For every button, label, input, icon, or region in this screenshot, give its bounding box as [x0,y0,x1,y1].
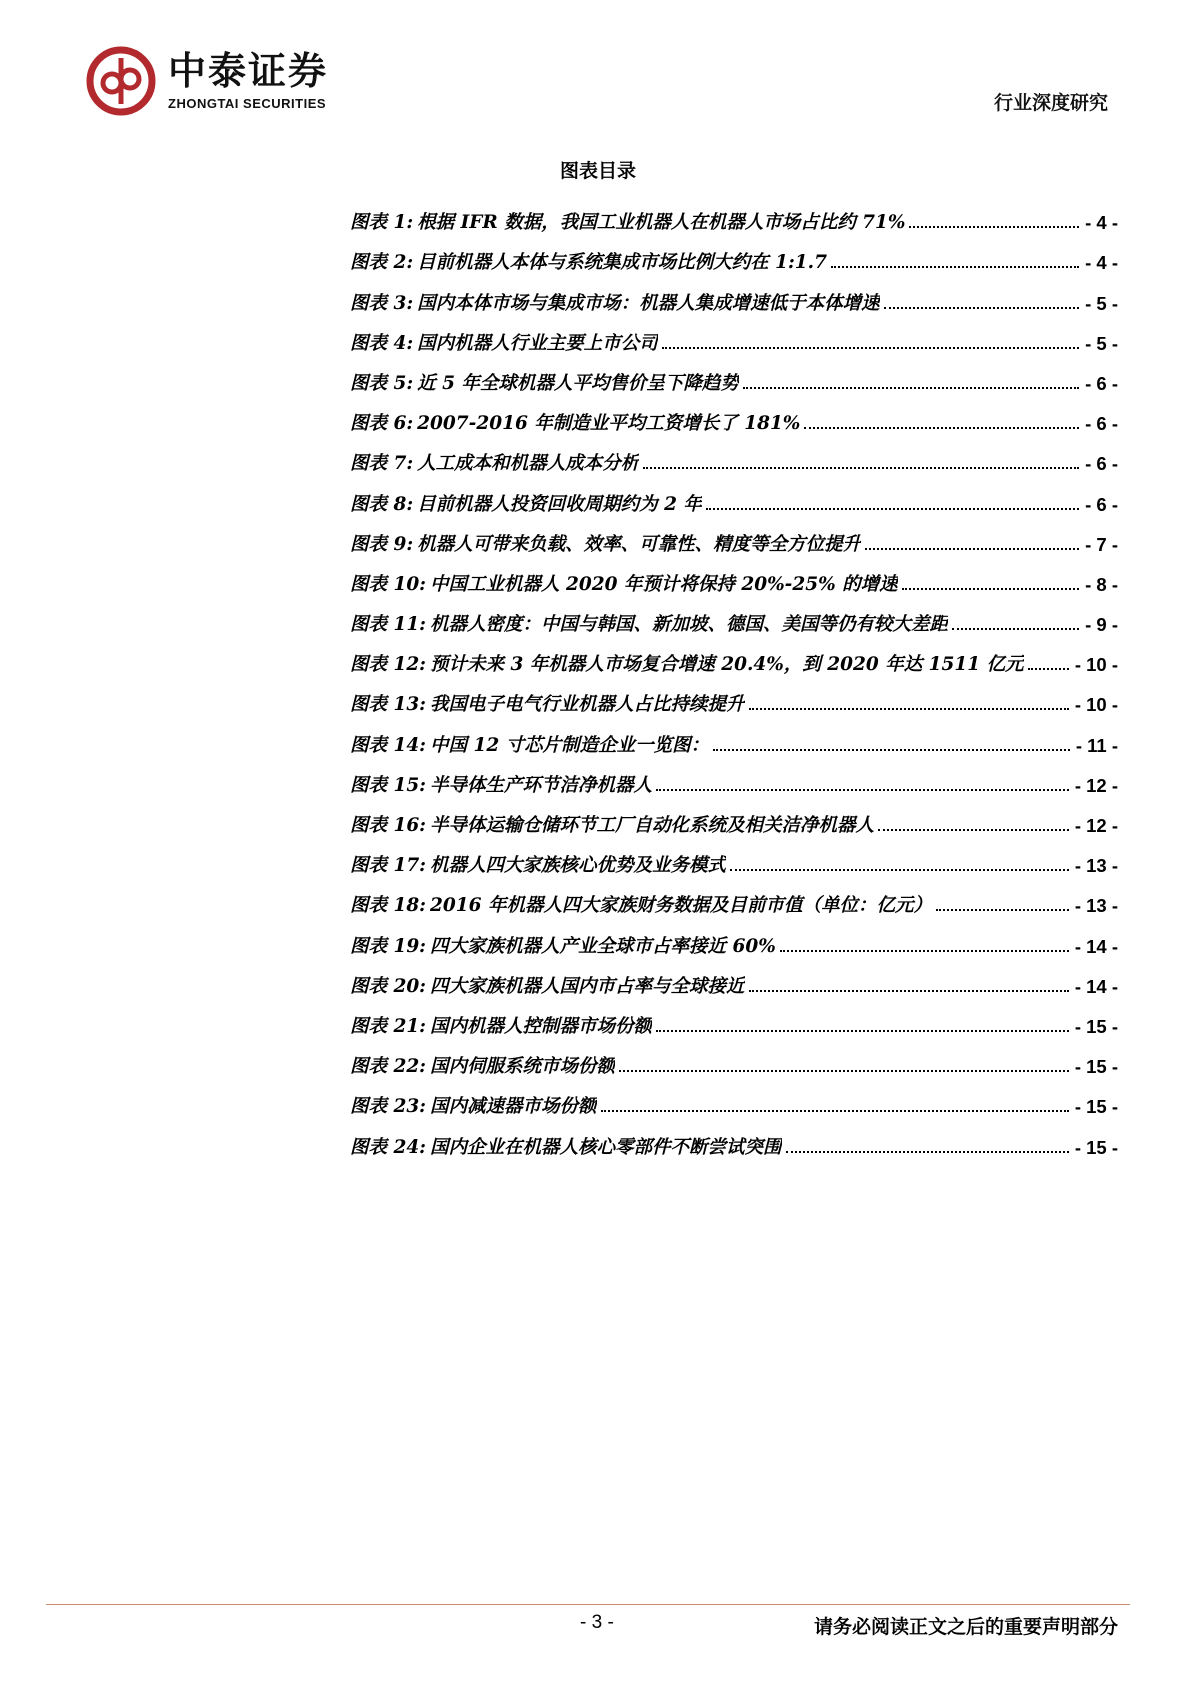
toc-page: - 11 - [1075,734,1118,756]
dot-leader [780,950,1069,952]
toc-item[interactable] [350,475,1118,515]
toc-item[interactable] [350,1078,1118,1118]
toc-text: 机器人可带来负载、效率、可靠性、精度等全方位提升 [417,533,862,555]
toc-page: - 12 - [1074,774,1118,796]
dot-leader [656,789,1069,791]
dot-leader [601,1110,1069,1112]
page-number: - 3 - [580,1612,614,1633]
toc-text: 根据 IFR 数据，我国工业机器人在机器人市场占比约 71% [417,212,906,234]
toc-text: 四大家族机器人产业全球市占率接近 60% [430,935,776,957]
dot-leader [749,990,1069,992]
toc-item[interactable] [350,315,1118,355]
toc-label: 图表 19: [350,935,427,957]
toc-text: 国内本体市场与集成市场：机器人集成增速低于本体增速 [417,292,880,314]
zhongtai-logo [86,46,156,116]
footer-divider [46,1604,1130,1605]
dot-leader [902,588,1080,590]
toc-label: 图表 9: [350,533,414,555]
toc-page: - 10 - [1074,694,1118,716]
toc-page: - 8 - [1085,573,1118,595]
toc-item[interactable] [350,556,1118,596]
toc-label: 图表 15: [350,774,427,796]
toc-page: - 15 - [1074,1056,1118,1078]
dot-leader [804,427,1079,429]
toc-label: 图表 5: [350,372,414,394]
toc-label: 图表 3: [350,292,414,314]
toc-item[interactable] [350,435,1118,475]
toc-page: - 5 - [1085,332,1118,354]
toc-label: 图表 21: [350,1015,427,1037]
toc-page: - 10 - [1074,654,1118,676]
toc-text: 中国 12 寸芯片制造企业一览图： [430,734,710,756]
toc-text: 国内机器人控制器市场份额 [430,1015,653,1037]
toc-label: 图表 6: [350,413,414,435]
toc-page: - 14 - [1074,935,1118,957]
dot-leader [936,909,1069,911]
toc-text: 近 5 年全球机器人平均售价呈下降趋势 [417,372,739,394]
toc-text: 半导体生产环节洁净机器人 [430,774,653,796]
toc-label: 图表 12: [350,654,427,676]
toc-item[interactable] [350,1038,1118,1078]
toc-page: - 4 - [1085,252,1118,274]
toc-page: - 6 - [1085,372,1118,394]
footer-disclaimer: 请务必阅读正文之后的重要声明部分 [813,1616,1118,1638]
dot-leader [878,829,1069,831]
toc-text: 中国工业机器人 2020 年预计将保持 20%-25% 的增速 [430,573,898,595]
toc-text: 国内减速器市场份额 [430,1096,597,1118]
dot-leader [730,869,1069,871]
toc-label: 图表 17: [350,855,427,877]
dot-leader [749,708,1069,710]
toc-text: 目前机器人本体与系统集成市场比例大约在 1:1.7 [417,252,827,274]
toc-page: - 14 - [1074,975,1118,997]
toc-item[interactable] [350,917,1118,957]
toc-page: - 9 - [1085,614,1118,636]
toc-item[interactable] [350,596,1118,636]
toc-text: 人工成本和机器人成本分析 [417,453,640,475]
toc-label: 图表 8: [350,493,414,515]
toc-item[interactable] [350,355,1118,395]
toc-item[interactable] [350,1118,1118,1158]
dot-leader [713,749,1070,751]
toc-page: - 6 - [1085,413,1118,435]
toc-text: 半导体运输仓储环节工厂自动化系统及相关洁净机器人 [430,815,875,836]
dot-leader [706,508,1079,510]
toc-text: 国内机器人行业主要上市公司 [417,332,658,354]
toc-label: 图表 1: [350,212,414,234]
dot-leader [643,467,1079,469]
toc-label: 图表 24: [350,1136,427,1158]
toc-label: 图表 4: [350,332,414,354]
dot-leader [619,1070,1069,1072]
toc-item[interactable] [350,877,1118,917]
dot-leader [952,628,1079,630]
toc-label: 图表 13: [350,694,427,716]
toc-label: 图表 22: [350,1056,427,1078]
dot-leader [743,387,1079,389]
brand-name-en: ZHONGTAI SECURITIES [168,96,327,111]
toc-page: - 4 - [1085,212,1118,234]
toc-item[interactable] [350,234,1118,274]
toc-title: 图表目录 [560,160,637,182]
toc-label: 图表 16: [350,815,427,836]
toc-page: - 15 - [1074,1096,1118,1118]
toc-item[interactable] [350,274,1118,314]
toc-text: 四大家族机器人国内市占率与全球接近 [430,975,745,997]
toc-label: 图表 18: [350,895,427,917]
toc-page: - 7 - [1085,533,1118,555]
toc-item[interactable] [350,194,1118,234]
dot-leader [884,307,1079,309]
toc-text: 国内企业在机器人核心零部件不断尝试突围 [430,1136,782,1158]
dot-leader [909,226,1079,228]
dot-leader [786,1151,1069,1153]
dot-leader [865,548,1079,550]
toc-item[interactable] [350,516,1118,556]
toc-label: 图表 20: [350,975,427,997]
toc-text: 国内伺服系统市场份额 [430,1056,616,1078]
toc-page: - 13 - [1074,855,1118,877]
toc-item[interactable] [350,395,1118,435]
toc-text: 2007-2016 年制造业平均工资增长了 181% [417,413,801,435]
toc-page: - 15 - [1074,1136,1118,1158]
toc-item[interactable] [350,636,1118,676]
toc-text: 机器人四大家族核心优势及业务模式 [430,855,727,877]
brand-name-cn: 中泰证券 [168,49,329,93]
toc-label: 图表 11: [350,614,427,636]
toc-text: 目前机器人投资回收周期约为 2 年 [417,493,702,515]
table-of-figures [350,194,1118,1159]
toc-item[interactable] [350,757,1118,797]
toc-item[interactable] [350,716,1118,756]
dot-leader [1028,668,1069,670]
toc-item[interactable] [350,837,1118,877]
toc-text: 2016 年机器人四大家族财务数据及目前市值（单位：亿元） [430,895,932,917]
toc-page: - 6 - [1085,493,1118,515]
dot-leader [656,1030,1069,1032]
toc-item[interactable] [350,676,1118,716]
toc-item[interactable] [350,958,1118,998]
dot-leader [662,347,1079,349]
toc-item[interactable] [350,998,1118,1038]
toc-page: - 12 - [1074,815,1118,836]
toc-label: 图表 7: [350,453,414,475]
toc-text: 机器人密度：中国与韩国、新加坡、德国、美国等仍有较大差距 [430,614,949,636]
toc-label: 图表 14: [350,734,427,756]
toc-text: 我国电子电气行业机器人占比持续提升 [430,694,745,716]
toc-page: - 5 - [1085,292,1118,314]
toc-page: - 15 - [1074,1015,1118,1037]
report-type: 行业深度研究 [993,92,1108,114]
toc-page: - 6 - [1085,453,1118,475]
toc-label: 图表 23: [350,1096,427,1118]
toc-text: 预计未来 3 年机器人市场复合增速 20.4%，到 2020 年达 1511 亿元 [430,654,1024,676]
toc-label: 图表 2: [350,252,414,274]
toc-label: 图表 10: [350,573,427,595]
toc-item[interactable] [350,797,1118,837]
dot-leader [831,266,1079,268]
toc-page: - 13 - [1074,895,1118,917]
